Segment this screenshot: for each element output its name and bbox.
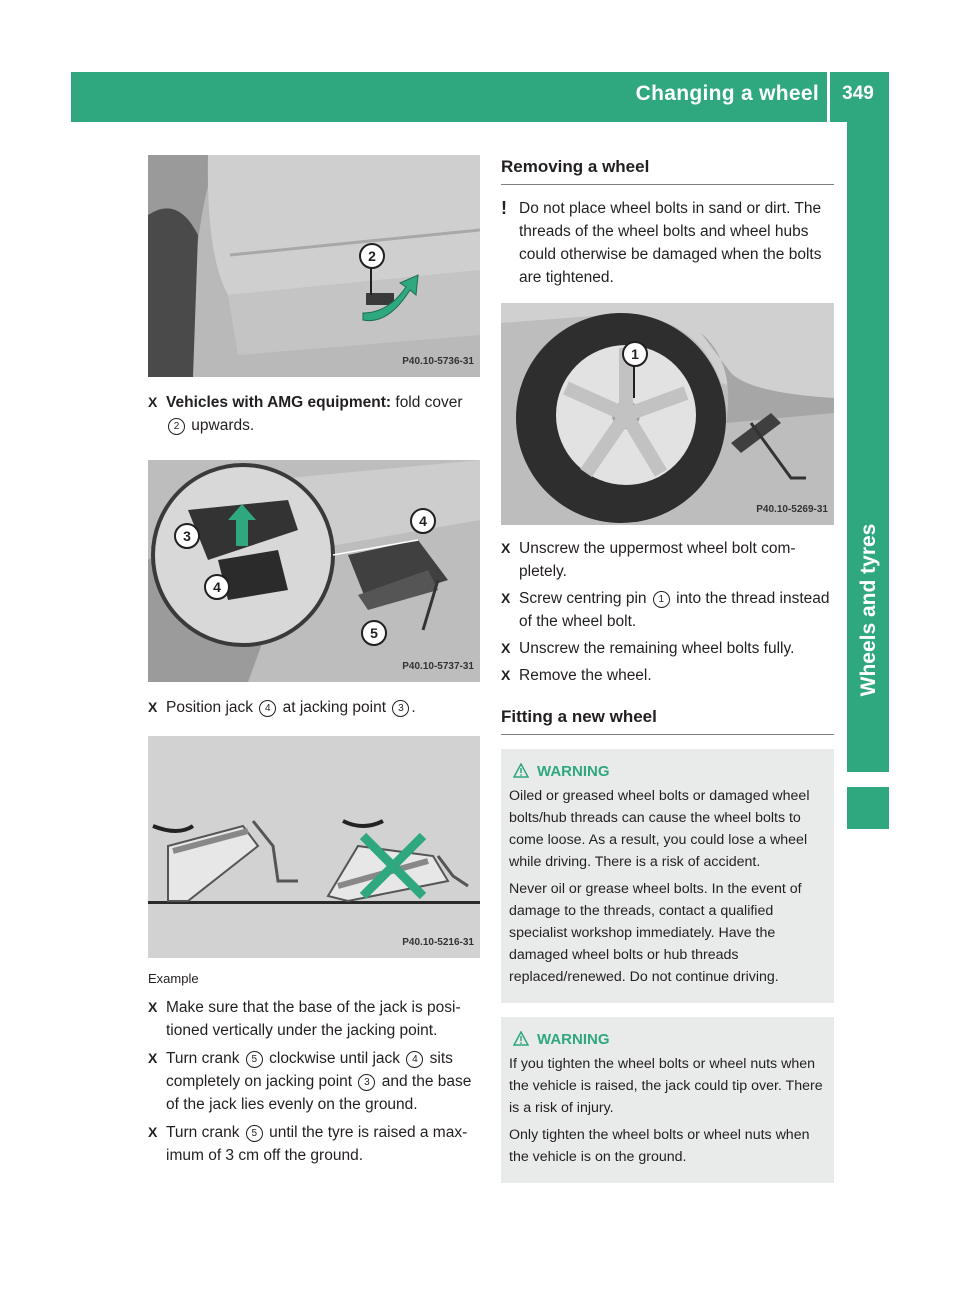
step-text: upwards. (187, 417, 255, 434)
step-text: and the base of the jack lies evenly on the ground. (166, 1073, 472, 1113)
ref-circle: 1 (653, 591, 670, 608)
warning-text: Oiled or greased wheel bolts or damaged wheel bolts/hub threads can cause the wheel bolts to come loose. As a result, you could lose a wheel while driving. There is a risk of accident. (509, 788, 810, 870)
step-text: into the thread instead of the wheel bolt. (519, 590, 830, 630)
ref-circle: 2 (168, 418, 185, 435)
step-text: Turn crank (166, 1124, 244, 1141)
warning-title (513, 761, 826, 783)
figure-centring-pin (501, 303, 834, 525)
step-marker: X (148, 1124, 158, 1140)
callout-2: 2 (359, 243, 385, 269)
page-title: Changing a wheel (635, 82, 819, 105)
ref-circle: 3 (392, 700, 409, 717)
warning-text: Only tighten the wheel bolts or wheel nuts when the vehicle is on the ground. (509, 1127, 810, 1165)
centring-pin-illustration (501, 303, 834, 525)
step-text: Unscrew the remaining wheel bolts fully. (519, 640, 795, 657)
step-text: until the tyre is raised a max-imum of 3 cm off the ground. (166, 1124, 468, 1164)
side-tab-label-wrap (848, 460, 890, 760)
section-heading-fitting: Fitting a new wheel (501, 705, 834, 735)
note-icon: ! (501, 198, 507, 218)
step-remove-wheel (501, 664, 834, 687)
note-wheel-bolts (501, 197, 834, 289)
step-bold-label: Vehicles with AMG equipment: (166, 394, 392, 411)
callout-4: 4 (410, 508, 436, 534)
ref-circle: 5 (246, 1051, 263, 1068)
step-marker: X (501, 667, 511, 683)
section-heading-removing: Removing a wheel (501, 155, 834, 185)
step-text: clockwise until jack (264, 1050, 405, 1067)
step-text: at jacking point (278, 699, 391, 716)
step-marker: X (148, 699, 158, 715)
step-text: Screw centring pin (519, 590, 651, 607)
figure-code: P40.10-5269-31 (756, 504, 828, 515)
page-header (71, 72, 889, 122)
step-text: Turn crank (166, 1050, 244, 1067)
step-unscrew-remaining (501, 637, 834, 660)
jack-position-illustration (148, 460, 480, 682)
figure-code: P40.10-5216-31 (402, 937, 474, 948)
warning-box-tighten-on-ground (501, 1017, 834, 1183)
step-text: Remove the wheel. (519, 667, 652, 684)
step-screw-centring-pin (501, 587, 834, 633)
warning-title-text: WARNING (537, 763, 610, 780)
jack-comparison-illustration (148, 736, 480, 958)
step-marker: X (501, 540, 511, 556)
step-text: Unscrew the uppermost wheel bolt com-pletely. (519, 540, 796, 580)
ref-circle: 5 (246, 1125, 263, 1142)
figure-amg-cover (148, 155, 480, 377)
step-position-jack (148, 696, 480, 719)
warning-title (513, 1029, 826, 1051)
figure-jack-position (148, 460, 480, 682)
step-unscrew-uppermost (501, 537, 834, 583)
header-divider (827, 72, 830, 122)
page-number: 349 (842, 83, 874, 104)
step-fold-cover (148, 391, 480, 437)
step-jack-vertical (148, 996, 480, 1042)
step-marker: X (501, 590, 511, 606)
ref-circle: 3 (358, 1074, 375, 1091)
callout-5: 5 (361, 620, 387, 646)
figure-code: P40.10-5737-31 (402, 661, 474, 672)
step-marker: X (148, 1050, 158, 1066)
callout-4: 4 (204, 574, 230, 600)
left-column (148, 155, 480, 1167)
callout-3: 3 (174, 523, 200, 549)
ref-circle: 4 (406, 1051, 423, 1068)
step-marker: X (148, 999, 158, 1015)
warning-text: Never oil or grease wheel bolts. In the event of damage to the threads, contact a qualified specialist workshop immediately. Have the damaged wheel bolts or hub threads replaced/renewed. Do not continue driving. (509, 881, 802, 985)
step-turn-crank-clockwise (148, 1047, 480, 1116)
step-text: Position jack (166, 699, 258, 716)
step-text: . (411, 699, 416, 716)
step-marker: X (501, 640, 511, 656)
warning-box-greased-bolts (501, 749, 834, 1003)
ref-circle: 4 (259, 700, 276, 717)
warning-icon (513, 763, 529, 778)
note-text: Do not place wheel bolts in sand or dirt. The threads of the wheel bolts and wheel hubs could otherwise be damaged when the bolts are tightened. (519, 200, 822, 286)
warning-title-text: WARNING (537, 1031, 610, 1048)
side-tab-label: Wheels and tyres (857, 523, 880, 697)
callout-1: 1 (622, 341, 648, 367)
right-column (501, 155, 834, 1183)
warning-text: If you tighten the wheel bolts or wheel nuts when the vehicle is raised, the jack could tip over. There is a risk of injury. (509, 1056, 823, 1116)
step-text: sits completely on jacking point (166, 1050, 453, 1090)
step-text: fold cover (391, 394, 463, 411)
step-text: Make sure that the base of the jack is posi-tioned vertically under the jacking point. (166, 999, 461, 1039)
step-marker: X (148, 394, 158, 410)
figure-caption: Example (148, 971, 199, 986)
amg-cover-illustration (148, 155, 480, 377)
figure-jack-correct-incorrect (148, 736, 480, 958)
figure-code: P40.10-5736-31 (402, 356, 474, 367)
side-tab-marker (847, 787, 889, 829)
step-raise-tyre (148, 1121, 480, 1167)
warning-icon (513, 1031, 529, 1046)
